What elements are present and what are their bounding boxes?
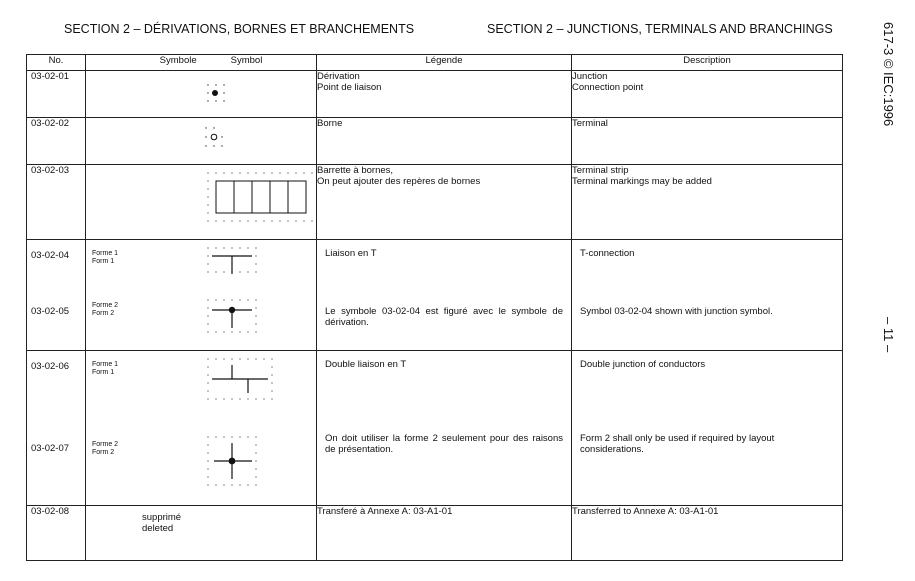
- terminal-circle: [211, 134, 217, 140]
- deleted-note: [142, 512, 181, 534]
- terminal-strip-icon: [86, 165, 317, 240]
- description-cell: [572, 240, 843, 351]
- form-label-en: Form 1: [92, 258, 115, 265]
- row-numbers: [27, 240, 86, 351]
- section-title-fr: SECTION 2 – DÉRIVATIONS, BORNES ET BRANCHEMENTS: [64, 22, 415, 36]
- header-no: No.: [27, 55, 86, 71]
- legend-line: Barrette à bornes,: [317, 165, 394, 176]
- terminal-symbol-icon: [86, 118, 317, 165]
- page-number: – 11 –: [881, 317, 896, 353]
- description-line: Junction: [572, 71, 608, 82]
- dot-grid: [207, 172, 312, 221]
- row-number: 03-02-07: [31, 443, 70, 454]
- legend-cell: [317, 351, 572, 506]
- form-label-fr: Forme 1: [92, 250, 119, 257]
- description-line: Terminal: [572, 118, 608, 129]
- description-line: Connection point: [572, 82, 644, 93]
- dot-grid: [207, 358, 272, 485]
- legend-cell: [317, 240, 572, 351]
- header-symbol-en: Symbol: [230, 55, 263, 66]
- legend-line: Liaison en T: [325, 248, 377, 259]
- row-number: 03-02-01: [27, 71, 86, 118]
- symbol-t-connection: [86, 240, 317, 351]
- description-line: Double junction of conductors: [580, 359, 706, 370]
- legend-line: On doit utiliser la forme 2 seulement pour des raisons de présentation.: [325, 433, 563, 455]
- section-title-en: SECTION 2 – JUNCTIONS, TERMINALS AND BRANCHINGS: [487, 22, 833, 36]
- description-line: Terminal strip: [572, 165, 629, 176]
- form-label-fr: Forme 2: [92, 441, 119, 448]
- description-cell: [572, 71, 843, 118]
- description-line: Terminal markings may be added: [572, 176, 712, 187]
- description-line: Symbol 03-02-04 shown with junction symbol.: [580, 306, 773, 317]
- row-number: 03-02-04: [31, 250, 70, 261]
- table-row: [27, 118, 843, 165]
- legend-cell: [317, 71, 572, 118]
- table-row: [27, 506, 843, 561]
- row-numbers: [27, 351, 86, 506]
- table-row: [27, 71, 843, 118]
- legend-cell: [317, 118, 572, 165]
- junction-dot: [229, 307, 235, 313]
- row-number: 03-02-05: [31, 306, 70, 317]
- description-cell: [572, 118, 843, 165]
- table-header-row: [27, 55, 843, 71]
- double-junction-icon: [86, 351, 317, 506]
- legend-line: Double liaison en T: [325, 359, 407, 370]
- form-label-en: Form 1: [92, 369, 115, 376]
- symbol-terminal: [86, 118, 317, 165]
- deleted-note-en: deleted: [142, 523, 174, 534]
- description-line: T-connection: [580, 248, 635, 259]
- legend-cell: [317, 506, 572, 561]
- form-label-en: Form 2: [92, 310, 115, 317]
- t-connection-icon: [86, 240, 317, 351]
- legend-line: Transferé à Annexe A: 03-A1-01: [317, 506, 453, 517]
- junction-dot: [229, 458, 236, 465]
- junction-symbol-icon: [86, 71, 317, 118]
- legend-line: Borne: [317, 118, 343, 129]
- terminal-strip-boxes: [216, 181, 306, 213]
- legend-cell: [317, 165, 572, 240]
- legend-line: On peut ajouter des repères de bornes: [317, 176, 481, 187]
- table-row: [27, 351, 843, 506]
- header-description: Description: [572, 55, 843, 71]
- row-number: 03-02-06: [31, 361, 70, 372]
- legend-line: Le symbole 03-02-04 est figuré avec le symbole de dérivation.: [325, 306, 563, 328]
- description-line: Form 2 shall only be used if required by layout considerations.: [580, 433, 775, 455]
- legend-line: Dérivation: [317, 71, 360, 82]
- header-legend: Légende: [317, 55, 572, 71]
- junction-dot: [212, 90, 218, 96]
- description-cell: [572, 506, 843, 561]
- table-row: [27, 240, 843, 351]
- description-line: Transferred to Annexe A: 03-A1-01: [572, 506, 719, 517]
- table-row: [27, 165, 843, 240]
- row-number: 03-02-02: [27, 118, 86, 165]
- row-number: 03-02-03: [27, 165, 86, 240]
- form-label-fr: Forme 1: [92, 361, 119, 368]
- header-symbol: [86, 55, 317, 71]
- symbol-double-junction: [86, 351, 317, 506]
- header-symbol-fr: Symbole: [159, 55, 197, 66]
- row-number: 03-02-08: [27, 506, 86, 561]
- symbol-table: [26, 54, 843, 561]
- symbol-deleted: [86, 506, 317, 561]
- description-cell: [572, 351, 843, 506]
- description-cell: [572, 165, 843, 240]
- deleted-note-fr: supprimé: [142, 512, 182, 523]
- form-label-en: Form 2: [92, 449, 115, 456]
- legend-line: Point de liaison: [317, 82, 382, 93]
- symbol-terminal-strip: [86, 165, 317, 240]
- standard-reference: 617-3 © IEC:1996: [881, 22, 896, 127]
- form-label-fr: Forme 2: [92, 302, 119, 309]
- symbol-junction: [86, 71, 317, 118]
